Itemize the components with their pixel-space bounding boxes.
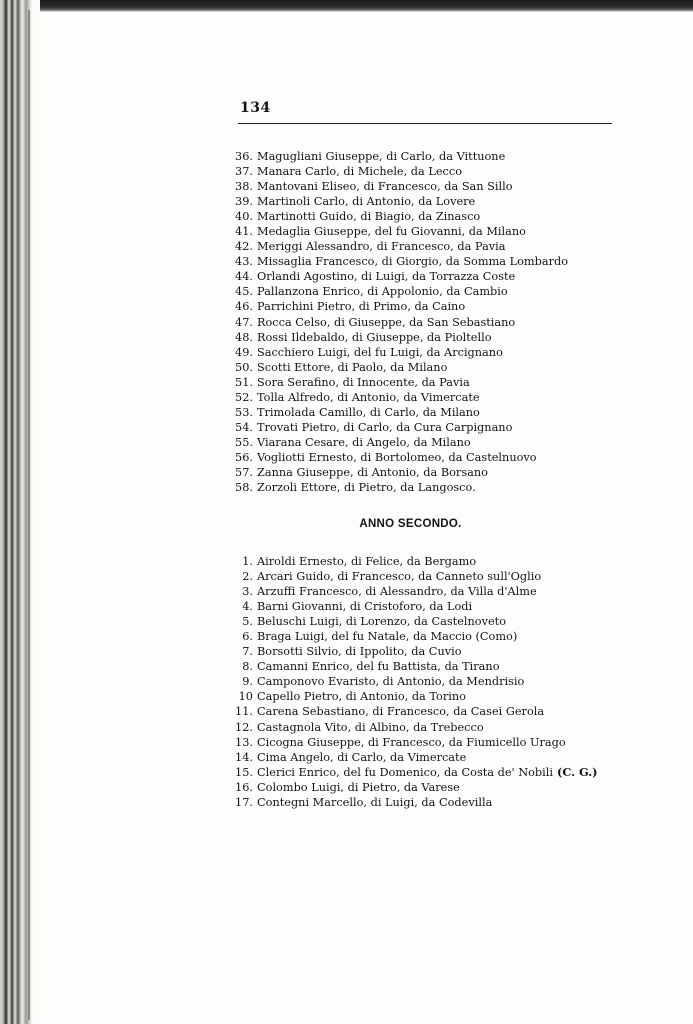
list-entry bbox=[230, 659, 630, 674]
entry-number: 14. bbox=[235, 750, 253, 764]
entry-number: 1. bbox=[242, 555, 253, 568]
section-heading: ANNO SECONDO. bbox=[359, 518, 462, 530]
entry-number: 57. bbox=[235, 465, 253, 479]
entry-text: Arcari Guido, di Francesco, da Canneto sull'Oglio bbox=[257, 570, 542, 584]
entry-text: Airoldi Ernesto, di Felice, da Bergamo bbox=[257, 555, 477, 568]
entry-text: Arzuffi Francesco, di Alessandro, da Villa d'Alme bbox=[257, 585, 537, 599]
entry-text: Borsotti Silvio, di Ippolito, da Cuvio bbox=[257, 645, 462, 659]
list-entry bbox=[230, 360, 630, 375]
list-entry bbox=[230, 780, 630, 795]
entry-number: 12. bbox=[235, 720, 253, 734]
entry-text: Barni Giovanni, di Cristoforo, da Lodi bbox=[257, 600, 473, 614]
list-entry bbox=[230, 194, 630, 209]
entry-number: 38. bbox=[235, 180, 253, 194]
entry-text: Tolla Alfredo, di Antonio, da Vimercate bbox=[257, 390, 480, 404]
list-entry bbox=[230, 254, 630, 269]
entry-number: 53. bbox=[235, 405, 253, 419]
list-entry bbox=[230, 299, 630, 314]
entry-number: 58. bbox=[235, 481, 253, 495]
page-number: 134 bbox=[240, 100, 271, 116]
entry-text: Rossi Ildebaldo, di Giuseppe, da Pioltello bbox=[257, 330, 492, 344]
entry-text: Camponovo Evaristo, di Antonio, da Mendrisio bbox=[257, 675, 525, 689]
student-list-first-year bbox=[230, 149, 630, 495]
entry-number: 3. bbox=[242, 585, 253, 599]
entry-number: 55. bbox=[235, 435, 253, 449]
entry-number: 11. bbox=[235, 705, 253, 719]
list-entry bbox=[230, 480, 630, 495]
entry-text: Vogliotti Ernesto, di Bortolomeo, da Castelnuovo bbox=[257, 450, 537, 464]
entry-number: 40. bbox=[235, 210, 253, 224]
entry-number: 48. bbox=[235, 330, 253, 344]
list-entry bbox=[230, 330, 630, 345]
entry-text: Martinoli Carlo, di Antonio, da Lovere bbox=[257, 195, 476, 209]
list-entry bbox=[230, 795, 630, 810]
entry-text: Trovati Pietro, di Carlo, da Cura Carpignano bbox=[257, 420, 513, 434]
entry-number: 13. bbox=[235, 735, 253, 749]
entry-number: 52. bbox=[235, 390, 253, 404]
entry-number: 54. bbox=[235, 420, 253, 434]
entry-number: 46. bbox=[235, 300, 253, 314]
entry-text: Rocca Celso, di Giuseppe, da San Sebastiano bbox=[257, 315, 516, 329]
entry-number: 42. bbox=[235, 240, 253, 254]
list-entry bbox=[230, 239, 630, 254]
book-spine-edge bbox=[0, 0, 40, 1024]
entry-text: Scotti Ettore, di Paolo, da Milano bbox=[257, 360, 448, 374]
entry-text: Cima Angelo, di Carlo, da Vimercate bbox=[257, 750, 467, 764]
entry-text: Sacchiero Luigi, del fu Luigi, da Arcignano bbox=[257, 345, 503, 359]
list-entry bbox=[230, 420, 630, 435]
entry-text: Camanni Enrico, del fu Battista, da Tirano bbox=[257, 660, 500, 674]
entry-number: 9. bbox=[242, 675, 253, 689]
entry-text: Zorzoli Ettore, di Pietro, da Langosco. bbox=[257, 481, 476, 495]
entry-number: 15. bbox=[235, 765, 253, 779]
entry-text: Medaglia Giuseppe, del fu Giovanni, da Milano bbox=[257, 225, 526, 239]
entry-number: 41. bbox=[235, 225, 253, 239]
entry-text: Capello Pietro, di Antonio, da Torino bbox=[257, 690, 466, 704]
entry-text: Pallanzona Enrico, di Appolonio, da Cambio bbox=[257, 285, 508, 299]
list-entry bbox=[230, 315, 630, 330]
entry-number: 50. bbox=[235, 360, 253, 374]
list-entry bbox=[230, 450, 630, 465]
entry-text: Manara Carlo, di Michele, da Lecco bbox=[257, 165, 462, 179]
entry-number: 56. bbox=[235, 450, 253, 464]
list-entry bbox=[230, 375, 630, 390]
list-entry bbox=[230, 164, 630, 179]
entry-number: 39. bbox=[235, 195, 253, 209]
entry-text: Trimolada Camillo, di Carlo, da Milano bbox=[257, 405, 480, 419]
entry-text: Beluschi Luigi, di Lorenzo, da Castelnoveto bbox=[257, 615, 506, 629]
entry-number: 36. bbox=[235, 150, 253, 163]
student-list-second-year bbox=[230, 554, 630, 810]
list-entry bbox=[230, 179, 630, 194]
list-entry bbox=[230, 629, 630, 644]
list-entry bbox=[230, 765, 630, 780]
entry-number: 16. bbox=[235, 780, 253, 794]
entry-number: 8. bbox=[242, 660, 253, 674]
list-entry bbox=[230, 569, 630, 584]
list-entry bbox=[230, 674, 630, 689]
list-entry bbox=[230, 390, 630, 405]
entry-text: Viarana Cesare, di Angelo, da Milano bbox=[257, 435, 471, 449]
list-entry bbox=[230, 750, 630, 765]
entry-text: Cicogna Giuseppe, di Francesco, da Fiumicello Urago bbox=[257, 735, 566, 749]
entry-number: 17. bbox=[235, 795, 253, 809]
entry-number: 45. bbox=[235, 285, 253, 299]
list-entry bbox=[230, 584, 630, 599]
entry-text: Clerici Enrico, del fu Domenico, da Costa de' Nobili bbox=[257, 765, 553, 779]
list-entry bbox=[230, 735, 630, 750]
entry-mark: (C. G.) bbox=[557, 764, 598, 779]
header-rule bbox=[238, 123, 612, 124]
entry-number: 49. bbox=[235, 345, 253, 359]
list-entry bbox=[230, 644, 630, 659]
entry-number: 5. bbox=[242, 615, 253, 629]
entry-text: Magugliani Giuseppe, di Carlo, da Vittuone bbox=[257, 150, 506, 163]
entry-text: Zanna Giuseppe, di Antonio, da Borsano bbox=[257, 465, 488, 479]
list-entry bbox=[230, 720, 630, 735]
entry-number: 6. bbox=[242, 630, 253, 644]
spine-margin-line bbox=[28, 10, 30, 1020]
entry-text: Colombo Luigi, di Pietro, da Varese bbox=[257, 780, 460, 794]
list-entry bbox=[230, 465, 630, 480]
entry-text: Castagnola Vito, di Albino, da Trebecco bbox=[257, 720, 484, 734]
list-entry bbox=[230, 405, 630, 420]
scan-top-edge bbox=[0, 0, 693, 12]
list-entry bbox=[230, 224, 630, 239]
entry-text: Braga Luigi, del fu Natale, da Maccio (Como) bbox=[257, 630, 518, 644]
entry-number: 10 bbox=[238, 690, 253, 704]
entry-text: Orlandi Agostino, di Luigi, da Torrazza Coste bbox=[257, 270, 516, 284]
entry-text: Meriggi Alessandro, di Francesco, da Pavia bbox=[257, 240, 506, 254]
list-entry bbox=[230, 149, 630, 164]
entry-number: 37. bbox=[235, 165, 253, 179]
entry-number: 43. bbox=[235, 255, 253, 269]
list-entry bbox=[230, 614, 630, 629]
list-entry bbox=[230, 345, 630, 360]
entry-text: Sora Serafino, di Innocente, da Pavia bbox=[257, 375, 470, 389]
entry-number: 47. bbox=[235, 315, 253, 329]
entry-text: Missaglia Francesco, di Giorgio, da Somma Lombardo bbox=[257, 255, 569, 269]
entry-number: 51. bbox=[235, 375, 253, 389]
entry-text: Mantovani Eliseo, di Francesco, da San Sillo bbox=[257, 180, 513, 194]
entry-text: Carena Sebastiano, di Francesco, da Casei Gerola bbox=[257, 705, 545, 719]
list-entry bbox=[230, 689, 630, 704]
list-entry bbox=[230, 435, 630, 450]
list-entry bbox=[230, 554, 630, 569]
entry-number: 7. bbox=[242, 645, 253, 659]
entry-number: 4. bbox=[242, 600, 253, 614]
entry-text: Martinotti Guido, di Biagio, da Zinasco bbox=[257, 210, 481, 224]
entry-number: 2. bbox=[242, 570, 253, 584]
list-entry bbox=[230, 269, 630, 284]
entry-text: Contegni Marcello, di Luigi, da Codevilla bbox=[257, 795, 493, 809]
list-entry bbox=[230, 209, 630, 224]
list-entry bbox=[230, 284, 630, 299]
list-entry bbox=[230, 704, 630, 719]
entry-number: 44. bbox=[235, 270, 253, 284]
list-entry bbox=[230, 599, 630, 614]
entry-text: Parrichini Pietro, di Primo, da Caino bbox=[257, 300, 466, 314]
